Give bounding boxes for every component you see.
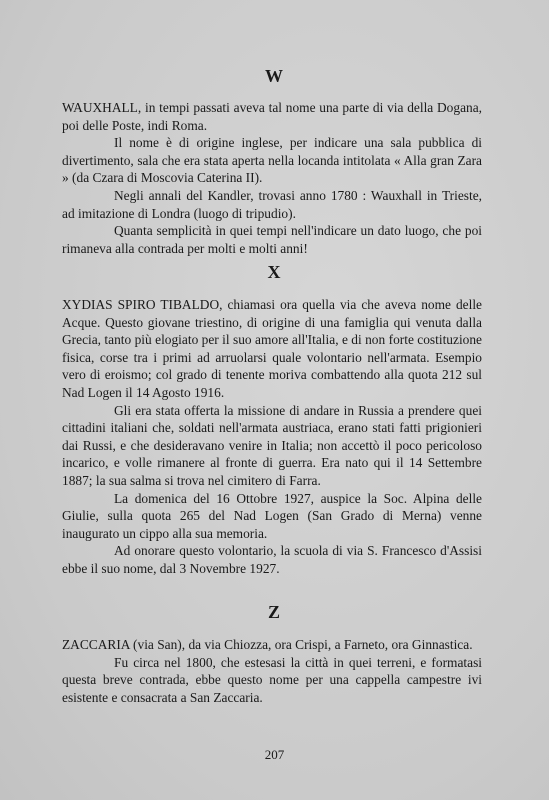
paragraph: Il nome è di origine inglese, per indicare una sala pubblica di divertimento, sala che era stata aperta nella locanda intitolata « Alla gran Zara » (da Czara di Moscovia Caterina II). [62, 135, 482, 186]
paragraph: Ad onorare questo volontario, la scuola di via S. Francesco d'Assisi ebbe il suo nome, dal 3 Novembre 1927. [62, 543, 482, 576]
entry-zaccaria: ZACCARIA (via San), da via Chiozza, ora Crispi, a Farneto, ora Ginnastica. [62, 637, 473, 652]
page-number: 207 [264, 747, 285, 762]
paragraph: Quanta semplicità in quei tempi nell'indicare un dato luogo, che poi rimaneva alla contrada per molti e molti anni! [62, 223, 482, 256]
section-letter-x: X [267, 262, 282, 282]
paragraph: La domenica del 16 Ottobre 1927, auspice la Soc. Alpina delle Giulie, sulla quota 265 del Nad Logen (San Grado di Merna) venne inaugurato un cippo alla sua memoria. [62, 490, 482, 541]
section-letter-z: Z [267, 602, 281, 622]
entry-xydias: XYDIAS SPIRO TIBALDO, chiamasi ora quella via che aveva nome delle Acque. Questo giovane triestino, di origine di una famiglia qui venuta dalla Grecia, tanto più elogiato per il suo amore all'Italia, e di non forte costituzione fisica, corse tra i primi ad arruolarsi quale volontario nell'armata. Esempio vero di eroismo; col grado di tenente moriva combattendo alla quota 212 sul Nad Logen il 14 Agosto 1916. [62, 297, 482, 400]
section-z [62, 636, 482, 706]
section-x [62, 296, 482, 578]
section-w [62, 99, 482, 257]
paragraph: Negli annali del Kandler, trovasi anno 1780 : Wauxhall in Trieste, ad imitazione di Londra (luogo di tripudio). [62, 187, 482, 221]
section-letter-w: W [265, 66, 284, 86]
entry-wauxhall: WAUXHALL, in tempi passati aveva tal nome una parte di via della Dogana, poi delle Poste, indi Roma. [62, 100, 482, 133]
paragraph: Gli era stata offerta la missione di andare in Russia a prendere quei cittadini italiani che, soldati nell'armata austriaca, erano stati fatti prigionieri dai Russi, e che desideravano venire in Italia; non accettò il poco pericoloso incarico, e volle rimanere al fronte di guerra. Era nato qui il 14 Settembre 1887; la sua salma si trova nel cimitero di Farra. [62, 402, 482, 488]
paragraph: Fu circa nel 1800, che estesasi la città in quei terreni, e formatasi questa breve contrada, ebbe questo nome per una cappella campestre ivi esistente e consacrata a San Zaccaria. [62, 654, 482, 705]
